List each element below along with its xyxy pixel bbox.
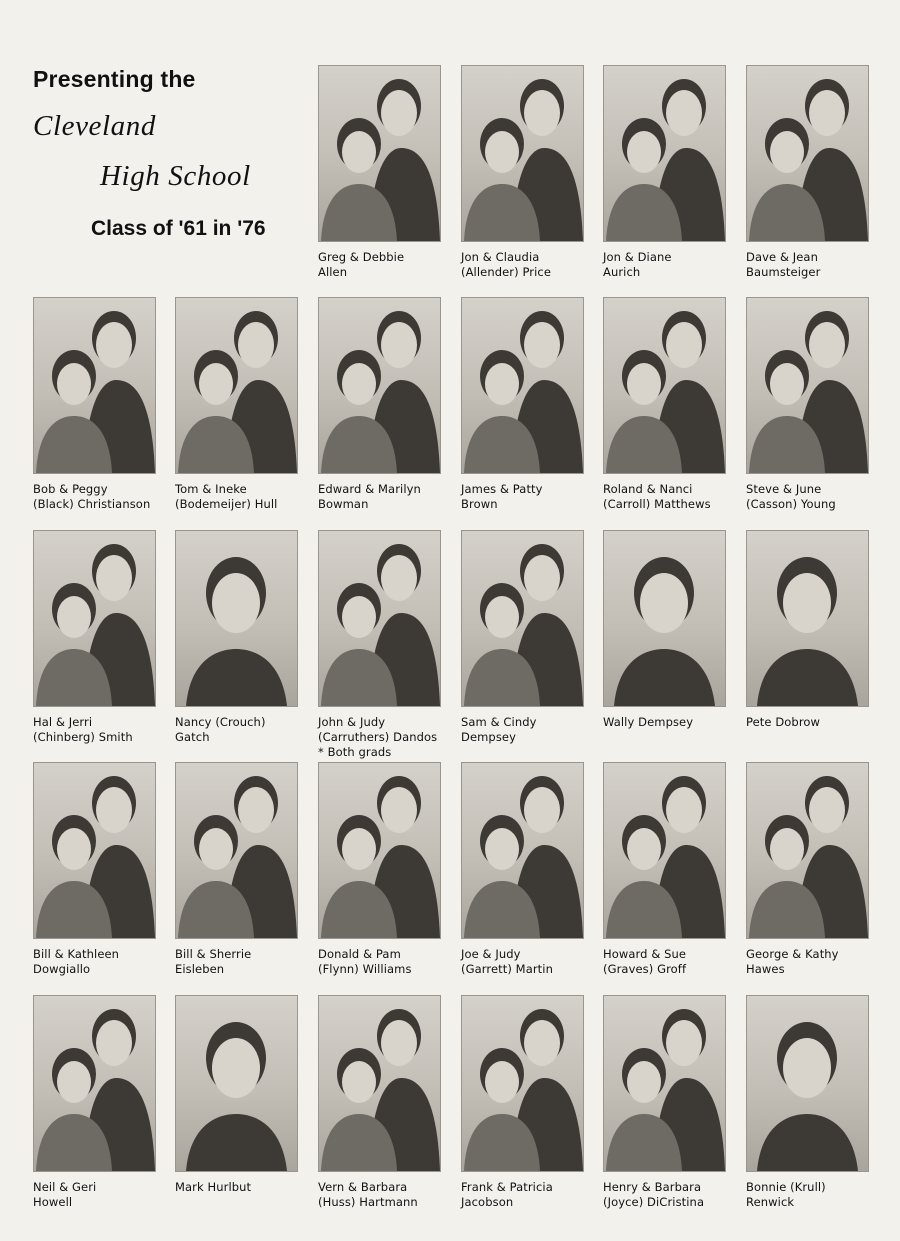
portrait-silhouette bbox=[176, 763, 297, 938]
portrait-caption bbox=[746, 715, 871, 730]
caption-line: Howard & Sue bbox=[603, 947, 687, 961]
portrait-photo bbox=[746, 65, 869, 242]
caption-line: Hal & Jerri bbox=[33, 715, 93, 729]
portrait-caption bbox=[175, 947, 300, 977]
portrait-silhouette bbox=[747, 996, 868, 1171]
portrait-caption bbox=[603, 1180, 728, 1210]
caption-line: Sam & Cindy bbox=[461, 715, 537, 729]
caption-line: (Bodemeijer) Hull bbox=[175, 497, 278, 511]
caption-line: Roland & Nanci bbox=[603, 482, 693, 496]
portrait-photo bbox=[746, 297, 869, 474]
portrait-caption bbox=[318, 1180, 443, 1210]
caption-line: Jacobson bbox=[461, 1195, 514, 1209]
portrait-silhouette bbox=[34, 763, 155, 938]
portrait-silhouette bbox=[176, 531, 297, 706]
caption-line: John & Judy bbox=[318, 715, 386, 729]
caption-line: Bonnie (Krull) bbox=[746, 1180, 826, 1194]
portrait-photo bbox=[175, 995, 298, 1172]
header-presenting: Presenting the bbox=[33, 66, 196, 92]
portrait-silhouette bbox=[319, 996, 440, 1171]
caption-line: (Carruthers) Dandos bbox=[318, 730, 438, 744]
portrait-photo bbox=[746, 995, 869, 1172]
portrait-card bbox=[461, 65, 586, 280]
portrait-card bbox=[461, 530, 586, 745]
portrait-silhouette bbox=[604, 298, 725, 473]
caption-line: (Flynn) Williams bbox=[318, 962, 412, 976]
portrait-card bbox=[318, 762, 443, 977]
portrait-card bbox=[746, 762, 871, 977]
caption-line: Greg & Debbie bbox=[318, 250, 405, 264]
caption-line: Henry & Barbara bbox=[603, 1180, 702, 1194]
portrait-photo bbox=[603, 297, 726, 474]
portrait-caption bbox=[175, 1180, 300, 1195]
caption-line: Wally Dempsey bbox=[603, 715, 694, 729]
caption-line: Bowman bbox=[318, 497, 369, 511]
header-school-line2: High School bbox=[100, 160, 251, 192]
portrait-silhouette bbox=[747, 531, 868, 706]
caption-line: Edward & Marilyn bbox=[318, 482, 421, 496]
portrait-photo bbox=[746, 762, 869, 939]
portrait-photo bbox=[33, 762, 156, 939]
portrait-photo bbox=[318, 65, 441, 242]
portrait-card bbox=[603, 530, 728, 730]
portrait-photo bbox=[175, 530, 298, 707]
portrait-silhouette bbox=[34, 996, 155, 1171]
portrait-caption bbox=[318, 947, 443, 977]
caption-line: Dowgiallo bbox=[33, 962, 91, 976]
portrait-photo bbox=[175, 762, 298, 939]
caption-line: Allen bbox=[318, 265, 348, 279]
portrait-photo bbox=[175, 297, 298, 474]
portrait-caption bbox=[318, 482, 443, 512]
caption-line: * Both grads bbox=[318, 745, 392, 759]
portrait-silhouette bbox=[604, 531, 725, 706]
caption-line: Bob & Peggy bbox=[33, 482, 108, 496]
portrait-card bbox=[746, 65, 871, 280]
portrait-card bbox=[603, 65, 728, 280]
portrait-silhouette bbox=[462, 298, 583, 473]
caption-line: Joe & Judy bbox=[461, 947, 521, 961]
portrait-photo bbox=[461, 297, 584, 474]
portrait-card bbox=[175, 297, 300, 512]
portrait-card bbox=[175, 762, 300, 977]
portrait-photo bbox=[461, 530, 584, 707]
portrait-silhouette bbox=[176, 298, 297, 473]
portrait-caption bbox=[175, 715, 300, 745]
portrait-photo bbox=[461, 995, 584, 1172]
caption-line: Donald & Pam bbox=[318, 947, 401, 961]
portrait-silhouette bbox=[747, 66, 868, 241]
portrait-silhouette bbox=[176, 996, 297, 1171]
portrait-card bbox=[603, 297, 728, 512]
portrait-card bbox=[33, 530, 158, 745]
portrait-card bbox=[461, 995, 586, 1210]
caption-line: (Graves) Groff bbox=[603, 962, 687, 976]
caption-line: Baumsteiger bbox=[746, 265, 821, 279]
portrait-silhouette bbox=[462, 996, 583, 1171]
portrait-card bbox=[746, 995, 871, 1210]
portrait-silhouette bbox=[319, 763, 440, 938]
portrait-silhouette bbox=[319, 66, 440, 241]
caption-line: (Black) Christianson bbox=[33, 497, 151, 511]
portrait-silhouette bbox=[462, 531, 583, 706]
caption-line: Eisleben bbox=[175, 962, 225, 976]
caption-line: Tom & Ineke bbox=[175, 482, 247, 496]
portrait-caption bbox=[461, 715, 586, 745]
caption-line: (Garrett) Martin bbox=[461, 962, 553, 976]
portrait-photo bbox=[461, 762, 584, 939]
portrait-photo bbox=[318, 530, 441, 707]
portrait-card bbox=[746, 530, 871, 730]
page-header bbox=[33, 62, 303, 252]
portrait-photo bbox=[461, 65, 584, 242]
portrait-caption bbox=[746, 482, 871, 512]
portrait-card bbox=[318, 65, 443, 280]
caption-line: Hawes bbox=[746, 962, 785, 976]
portrait-caption bbox=[33, 482, 158, 512]
portrait-photo bbox=[33, 995, 156, 1172]
caption-line: (Huss) Hartmann bbox=[318, 1195, 418, 1209]
portrait-card bbox=[175, 530, 300, 745]
portrait-card bbox=[318, 297, 443, 512]
caption-line: (Chinberg) Smith bbox=[33, 730, 133, 744]
caption-line: Jon & Claudia bbox=[461, 250, 540, 264]
portrait-caption bbox=[461, 947, 586, 977]
portrait-card bbox=[175, 995, 300, 1195]
portrait-silhouette bbox=[34, 298, 155, 473]
portrait-silhouette bbox=[604, 763, 725, 938]
caption-line: (Carroll) Matthews bbox=[603, 497, 711, 511]
caption-line: Jon & Diane bbox=[603, 250, 672, 264]
portrait-caption bbox=[33, 1180, 158, 1210]
portrait-card bbox=[33, 297, 158, 512]
caption-line: Brown bbox=[461, 497, 498, 511]
caption-line: Aurich bbox=[603, 265, 641, 279]
portrait-caption bbox=[461, 482, 586, 512]
portrait-silhouette bbox=[604, 996, 725, 1171]
caption-line: Nancy (Crouch) bbox=[175, 715, 266, 729]
portrait-card bbox=[33, 995, 158, 1210]
portrait-caption bbox=[603, 947, 728, 977]
caption-line: George & Kathy bbox=[746, 947, 839, 961]
portrait-caption bbox=[175, 482, 300, 512]
portrait-caption bbox=[746, 250, 871, 280]
portrait-caption bbox=[461, 1180, 586, 1210]
portrait-caption bbox=[603, 250, 728, 280]
portrait-caption bbox=[318, 715, 443, 760]
caption-line: Vern & Barbara bbox=[318, 1180, 408, 1194]
portrait-card bbox=[603, 762, 728, 977]
caption-line: Mark Hurlbut bbox=[175, 1180, 252, 1194]
portrait-photo bbox=[33, 530, 156, 707]
header-class-line: Class of '61 in '76 bbox=[91, 217, 266, 240]
caption-line: Neil & Geri bbox=[33, 1180, 97, 1194]
portrait-silhouette bbox=[34, 531, 155, 706]
portrait-card bbox=[318, 530, 443, 760]
portrait-silhouette bbox=[747, 298, 868, 473]
portrait-photo bbox=[603, 65, 726, 242]
portrait-caption bbox=[603, 482, 728, 512]
portrait-card bbox=[318, 995, 443, 1210]
caption-line: James & Patty bbox=[461, 482, 543, 496]
caption-line: (Casson) Young bbox=[746, 497, 836, 511]
caption-line: (Joyce) DiCristina bbox=[603, 1195, 705, 1209]
portrait-silhouette bbox=[462, 763, 583, 938]
portrait-silhouette bbox=[319, 531, 440, 706]
caption-line: (Allender) Price bbox=[461, 265, 552, 279]
portrait-card bbox=[461, 762, 586, 977]
portrait-caption bbox=[746, 1180, 871, 1210]
portrait-photo bbox=[33, 297, 156, 474]
portrait-photo bbox=[318, 762, 441, 939]
portrait-caption bbox=[33, 715, 158, 745]
portrait-photo bbox=[318, 995, 441, 1172]
portrait-card bbox=[603, 995, 728, 1210]
portrait-card bbox=[746, 297, 871, 512]
portrait-photo bbox=[603, 762, 726, 939]
portrait-silhouette bbox=[747, 763, 868, 938]
portrait-silhouette bbox=[319, 298, 440, 473]
portrait-photo bbox=[746, 530, 869, 707]
caption-line: Pete Dobrow bbox=[746, 715, 821, 729]
caption-line: Renwick bbox=[746, 1195, 795, 1209]
portrait-silhouette bbox=[604, 66, 725, 241]
caption-line: Frank & Patricia bbox=[461, 1180, 553, 1194]
caption-line: Bill & Sherrie bbox=[175, 947, 252, 961]
portrait-caption bbox=[603, 715, 728, 730]
portrait-card bbox=[33, 762, 158, 977]
caption-line: Dave & Jean bbox=[746, 250, 818, 264]
portrait-photo bbox=[603, 530, 726, 707]
portrait-caption bbox=[461, 250, 586, 280]
portrait-caption bbox=[746, 947, 871, 977]
caption-line: Howell bbox=[33, 1195, 73, 1209]
portrait-caption bbox=[33, 947, 158, 977]
portrait-silhouette bbox=[462, 66, 583, 241]
portrait-card bbox=[461, 297, 586, 512]
portrait-photo bbox=[318, 297, 441, 474]
caption-line: Gatch bbox=[175, 730, 210, 744]
caption-line: Dempsey bbox=[461, 730, 517, 744]
header-school-line1: Cleveland bbox=[33, 110, 156, 142]
caption-line: Bill & Kathleen bbox=[33, 947, 120, 961]
portrait-caption bbox=[318, 250, 443, 280]
caption-line: Steve & June bbox=[746, 482, 822, 496]
portrait-photo bbox=[603, 995, 726, 1172]
